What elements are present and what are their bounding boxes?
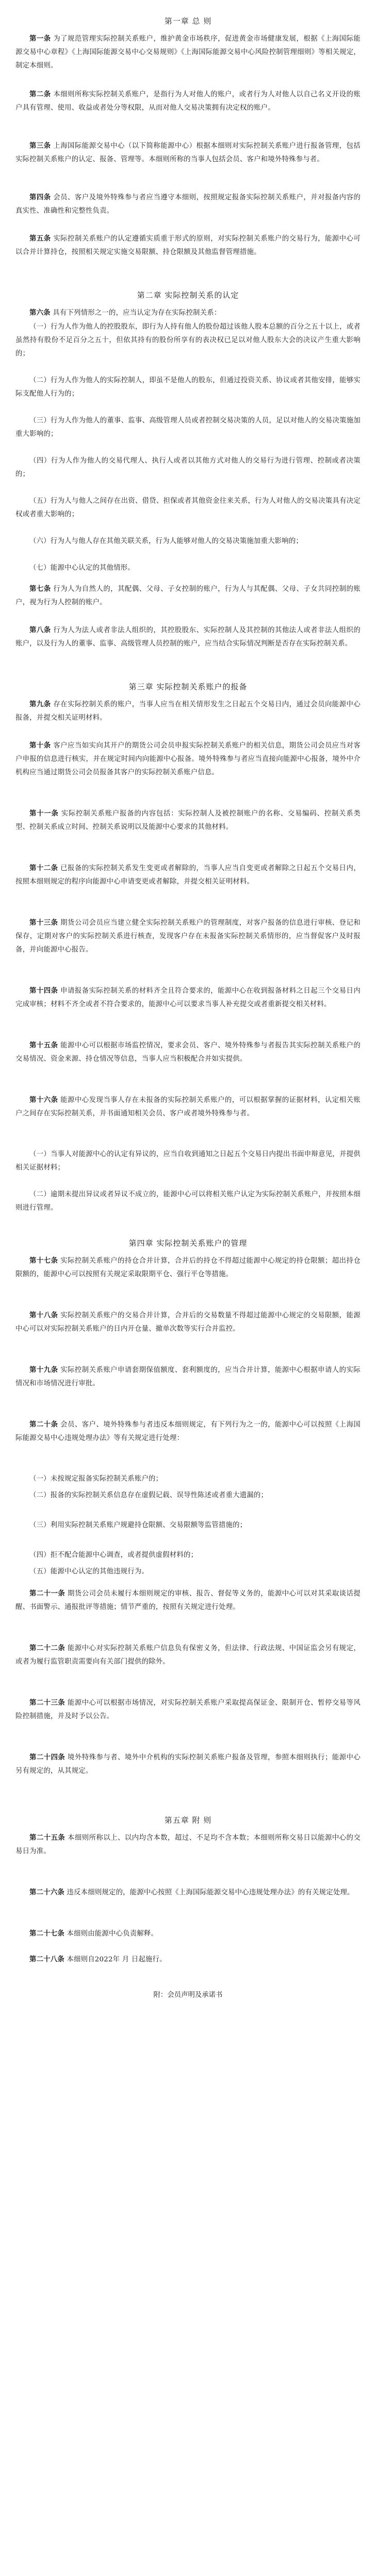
article-label: 第一条 xyxy=(29,35,51,43)
article-8 xyxy=(15,623,361,651)
article-text: 客户应当如实向其开户的期货公司会员申报实际控制关系账户的相关信息，期货公司会员应当对客户申报的信息进行核实，并在规定时间内向能源中心报备。境外特殊参与者应当直接向能源中心报备，境外中介机构应当通过期货公司会员报备其客户的实际控制关系账户信息。 xyxy=(15,742,361,776)
article-24 xyxy=(15,1751,361,1778)
article-label: 第十六条 xyxy=(29,1096,58,1104)
article-26 xyxy=(15,1886,361,1900)
article-19 xyxy=(15,1363,361,1391)
list-item: （一）当事人对能源中心的认定有异议的，应当自收到通知之日起五个交易日内提出书面申辩意见，并提供相关证据材料； xyxy=(15,1150,361,1172)
article-text: 境外特殊参与者、境外中介机构的实际控制关系账户报备及管理，参照本细则执行；能源中心另有规定的，从其规定。 xyxy=(15,1754,361,1775)
article-text: 本细则所称以上、以内均含本数，超过、不足均不含本数；本细则所称交易日以能源中心的交易日为准。 xyxy=(15,1834,361,1855)
article-text: 本细则所称实际控制关系账户，是指行为人对他人的账户，或者行为人对他人以自己名义开设的账户具有管理、使用、收益或者处分等权限，从而对他人交易决策拥有决定权的账户。 xyxy=(15,91,361,112)
article-label: 第三条 xyxy=(29,142,51,150)
article-label: 第二十五条 xyxy=(29,1834,66,1842)
list-item: （二）逾期未提出异议或者异议不成立的，能源中心可以将相关账户认定为实际控制关系账户，并按照本细则进行管理。 xyxy=(15,1191,361,1212)
article-label: 第十条 xyxy=(29,741,51,750)
list-item: （二）报备的实际控制关系信息存在虚假记载、误导性陈述或者重大遗漏的； xyxy=(29,1492,268,1499)
article-text: 本细则由能源中心负责解释。 xyxy=(67,1930,158,1938)
article-label: 第二条 xyxy=(29,90,51,98)
list-item: （七）能源中心认定的其他情形。 xyxy=(29,564,135,572)
list-item: （三）行为人作为他人的董事、监事、高级管理人员或者控制交易决策的人员，足以对他人的交易决策施加重大影响的； xyxy=(15,417,361,438)
article-text: 实际控制关系账户报备的内容包括：实际控制人及被控制账户的名称、交易编码、控制关系类型、控制关系成立时间、控制关系说明以及能源中心要求的其他材料。 xyxy=(15,810,361,831)
article-label: 第八条 xyxy=(29,626,51,634)
list-item: （三）利用实际控制关系账户规避持仓限额、交易限额等监管措施的； xyxy=(29,1521,247,1529)
article-label: 第二十三条 xyxy=(29,1699,66,1707)
article-label: 第九条 xyxy=(29,700,51,708)
article-text: 期货公司会员未履行本细则规定的审核、报告、督促等义务的，能源中心可以对其采取谈话提醒、书面警示、通报批评等措施；情节严重的，按照有关规定进行处理。 xyxy=(15,1590,361,1611)
article-label: 第六条 xyxy=(29,309,51,317)
article-text: 本细则自2022年 月 日起施行。 xyxy=(67,1956,167,1963)
article-text: 上海国际能源交易中心（以下简称能源中心）根据本细则对实际控制关系账户进行报备管理，包括实际控制关系账户的认定、报备、管理等。本细则所称的当事人包括会员、客户和境外特殊参与者。 xyxy=(15,142,361,163)
article-label: 第四条 xyxy=(29,193,51,201)
article-text: 行为人为自然人的，其配偶、父母、子女控制的账户，行为人与其配偶、父母、子女共同控制的账户，视为行为人控制的账户。 xyxy=(15,585,361,606)
article-12 xyxy=(15,861,361,889)
article-text: 违反本细则规定的，能源中心按照《上海国际能源交易中心违规处理办法》的有关规定处理。 xyxy=(67,1889,354,1896)
article-10 xyxy=(15,739,361,779)
article-label: 第二十条 xyxy=(29,1420,58,1429)
article-22 xyxy=(15,1641,361,1669)
article-label: 第二十六条 xyxy=(29,1888,64,1896)
article-text: 期货公司会员应当建立健全实际控制关系账户的管理制度，对客户报备的信息进行审核、登记和保存，定期对客户的实际控制关系进行核查，发现客户存在未报备实际控制关系情形的，应当督促客户及时报备，并向能源中心报告。 xyxy=(15,919,361,954)
article-text: 能源中心发现当事人存在未报备的实际控制关系账户的，可以根据掌握的证据材料，认定相关账户之间存在实际控制关系，并书面通知相关会员、客户或者境外特殊参与者。 xyxy=(15,1096,361,1117)
article-label: 第二十七条 xyxy=(29,1929,64,1938)
article-text: 能源中心对实际控制关系账户信息负有保密义务，但法律、行政法规、中国证监会另有规定，或者为履行监管职责需要向有关部门提供的除外。 xyxy=(15,1645,361,1666)
chapter-5-heading: 第五章 附 则 xyxy=(164,1816,212,1825)
article-text: 实际控制关系账户的持仓合并计算，合并后的持仓不得超过能源中心规定的持仓限额；超出持仓限额的，能源中心可以按照有关规定采取限期平仓、强行平仓等措施。 xyxy=(15,1257,361,1278)
article-text: 已报备的实际控制关系发生变更或者解除的，当事人应当自变更或者解除之日起五个交易日内，按照本细则规定的程序向能源中心申请变更或者解除，并提交相关证明材料。 xyxy=(15,865,361,886)
article-label: 第十一条 xyxy=(29,809,59,818)
chapter-3-heading: 第三章 实际控制关系账户的报备 xyxy=(128,682,248,691)
article-label: 第十四条 xyxy=(29,987,58,995)
article-label: 第十九条 xyxy=(29,1366,58,1374)
list-item: （六）行为人与他人存在其他关联关系，行为人能够对他人的交易决策施加重大影响的； xyxy=(29,537,303,545)
article-7 xyxy=(15,582,361,609)
article-text: 行为人为法人或者非法人组织的，其控股股东、实际控制人及其控制的其他法人或者非法人组织的账户，以及行为人的董事、监事、高级管理人员控制的账户，应当结合实际情况判断是否存在实际控制关系。 xyxy=(15,626,361,648)
article-label: 第二十四条 xyxy=(29,1753,66,1761)
article-18 xyxy=(15,1309,361,1336)
chapter-4-heading: 第四章 实际控制关系账户的管理 xyxy=(128,1239,248,1248)
list-item: （四）行为人作为他人的交易代理人、执行人或者以其他方式对他人的交易行为进行管理、控制或者决策的； xyxy=(15,457,361,478)
article-label: 第七条 xyxy=(29,585,51,593)
article-15 xyxy=(15,1039,361,1066)
article-text: 申请报备实际控制关系的材料齐全且符合要求的，能源中心在收到报备材料之日起三个交易日内完成审核；材料不齐全或者不符合要求的，能源中心可以要求当事人补充提交或者重新提交相关材料。 xyxy=(15,987,361,1008)
list-item: （四）拒不配合能源中心调查，或者提供虚假材料的； xyxy=(29,1551,198,1559)
list-item: （五）行为人与他人之间存在出资、借贷、担保或者其他资金往来关系，行为人对他人的交易决策具有决定权或者重大影响的； xyxy=(15,497,361,518)
article-3 xyxy=(15,139,361,166)
article-text: 存在实际控制关系的账户，当事人应当在相关情形发生之日起五个交易日内，通过会员向能源中心报备，并提交相关证明材料。 xyxy=(15,701,361,722)
article-label: 第二十一条 xyxy=(29,1589,66,1598)
article-text: 能源中心可以根据市场情况，对实际控制关系账户采取提高保证金、限制开仓、暂停交易等风险控制措施，并及时予以公告。 xyxy=(15,1699,361,1720)
article-label: 第十七条 xyxy=(29,1257,58,1265)
article-label: 第十八条 xyxy=(29,1311,58,1319)
article-text: 实际控制关系账户的交易合并计算，合并后的交易数量不得超过能源中心规定的交易限额，能源中心可以对实际控制关系账户的日内开仓量、撤单次数等实行合并监控。 xyxy=(15,1312,361,1333)
article-text: 会员、客户、境外特殊参与者违反本细则规定，有下列行为之一的，能源中心可以按照《上海国际能源交易中心违规处理办法》等有关规定进行处理： xyxy=(15,1421,361,1442)
article-20 xyxy=(15,1418,361,1445)
article-label: 第十五条 xyxy=(29,1041,58,1049)
article-5 xyxy=(15,232,361,259)
article-21 xyxy=(15,1587,361,1614)
article-23 xyxy=(15,1696,361,1723)
article-27 xyxy=(15,1927,361,1941)
article-label: 第十三条 xyxy=(29,919,58,927)
article-4 xyxy=(15,191,361,218)
article-9 xyxy=(15,698,361,725)
article-label: 第二十二条 xyxy=(29,1644,66,1652)
article-25 xyxy=(15,1831,361,1858)
article-16 xyxy=(15,1093,361,1121)
attachment-reference: 附：会员声明及承诺书 xyxy=(153,1991,223,1999)
chapter-1-heading: 第一章 总 则 xyxy=(164,16,212,26)
article-text: 实际控制关系账户的认定遵循实质重于形式的原则，对实际控制关系账户的交易行为，能源中心可以合并计算持仓，按照相关规定实施交易限额、持仓限额及其他监督管理措施。 xyxy=(15,235,361,256)
article-11 xyxy=(15,807,361,834)
article-6 xyxy=(15,306,361,320)
list-item: （一）行为人作为他人的控股股东，即行为人持有他人的股份超过该他人股本总额的百分之五十以上，或者虽然持有股份不足百分之五十，但依其持有的股份所享有的表决权已足以对他人股东大会的决议产生重大影响的； xyxy=(15,323,361,358)
article-text: 会员、客户及境外特殊参与者应当遵守本细则，按照规定报备实际控制关系账户，并对报备内容的真实性、准确性和完整性负责。 xyxy=(15,194,361,215)
article-text: 能源中心可以根据市场监控情况，要求会员、客户、境外特殊参与者报告其实际控制关系账户的交易情况、资金来源、持仓情况等信息，当事人应当积极配合并如实提供。 xyxy=(15,1042,361,1063)
article-label: 第二十八条 xyxy=(29,1955,64,1963)
article-text: 具有下列情形之一的，应当认定为存在实际控制关系： xyxy=(53,309,221,317)
list-item: （一）未按规定报备实际控制关系账户的； xyxy=(29,1475,163,1483)
list-item: （二）行为人作为他人的实际控制人，即虽不是他人的股东，但通过投资关系、协议或者其他安排，能够实际支配他人行为的； xyxy=(15,377,361,398)
article-28 xyxy=(15,1953,361,1967)
article-label: 第十二条 xyxy=(29,864,58,872)
chapter-2-heading: 第二章 实际控制关系的认定 xyxy=(137,291,239,300)
article-14 xyxy=(15,984,361,1011)
article-text: 为了规范管理实际控制关系账户，维护黄金市场秩序，促进黄金市场健康发展，根据《上海国际能源交易中心章程》《上海国际能源交易中心交易规则》《上海国际能源交易中心风险控制管理细则》等相关规定，制定本细则。 xyxy=(15,35,361,70)
list-item: （五）能源中心认定的其他违规行为。 xyxy=(29,1568,149,1575)
article-2 xyxy=(15,88,361,115)
article-text: 实际控制关系账户申请套期保值额度、套利额度的，应当合并计算，能源中心根据申请人的实际情况和市场情况进行审批。 xyxy=(15,1366,361,1387)
article-17 xyxy=(15,1254,361,1281)
article-1 xyxy=(15,32,361,73)
article-13 xyxy=(15,916,361,957)
article-label: 第五条 xyxy=(29,234,51,243)
